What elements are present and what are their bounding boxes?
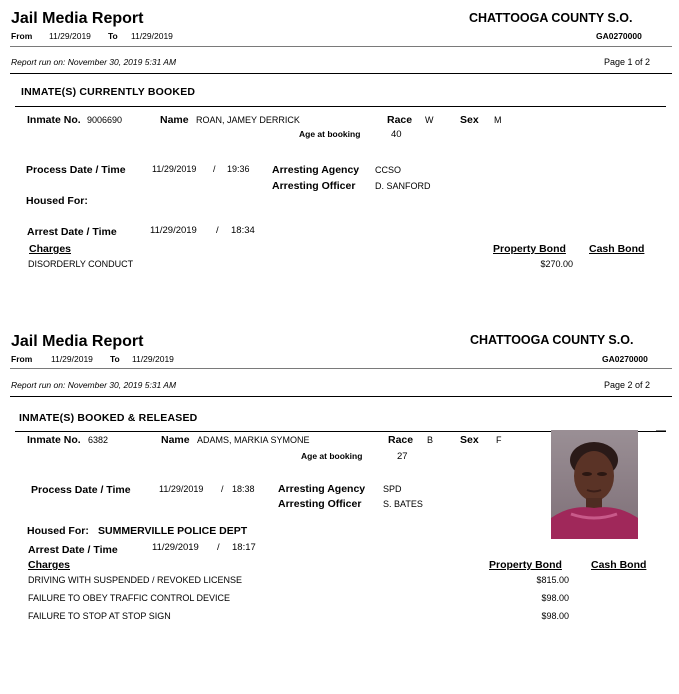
from-date: 11/29/2019 — [51, 354, 93, 364]
arresting-officer-label: Arresting Officer — [278, 498, 362, 510]
process-time: 19:36 — [227, 164, 250, 174]
arresting-agency: CCSO — [375, 165, 402, 175]
to-label: To — [108, 31, 118, 41]
mugshot-image — [551, 430, 638, 539]
arresting-officer: D. SANFORD — [375, 181, 431, 191]
charges-header: Charges — [28, 559, 71, 571]
charges-header: Charges — [29, 243, 72, 255]
from-label: From — [11, 354, 33, 364]
age-value: 27 — [397, 451, 408, 462]
to-date: 11/29/2019 — [132, 354, 174, 364]
arrest-date: 11/29/2019 — [152, 542, 199, 553]
arresting-agency-label: Arresting Agency — [272, 164, 360, 176]
process-separator: / — [221, 484, 224, 494]
section-divider — [15, 106, 666, 107]
housed-for-label: Housed For: — [26, 195, 88, 207]
sex-value: M — [494, 115, 502, 125]
inmate-no-label: Inmate No. — [27, 434, 81, 446]
header-divider — [10, 46, 672, 47]
sex-label: Sex — [460, 434, 479, 446]
section-heading: INMATE(S) BOOKED & RELEASED — [19, 412, 198, 424]
inmate-mugshot — [551, 430, 638, 539]
run-divider — [10, 73, 672, 74]
cash-bond-header: Cash Bond — [589, 243, 645, 255]
race-value: B — [427, 435, 434, 445]
process-date: 11/29/2019 — [152, 164, 197, 174]
arrest-time: 18:34 — [231, 225, 255, 236]
inmate-name: ADAMS, MARKIA SYMONE — [197, 435, 310, 445]
arrest-date: 11/29/2019 — [150, 225, 197, 236]
charge-property-bond: $98.00 — [541, 593, 569, 603]
age-label: Age at booking — [299, 129, 361, 139]
name-label: Name — [160, 114, 189, 126]
arrest-separator: / — [216, 225, 219, 236]
arresting-agency-label: Arresting Agency — [278, 483, 366, 495]
cash-bond-header: Cash Bond — [591, 559, 647, 571]
arrest-time: 18:17 — [232, 542, 256, 553]
inmate-no: 6382 — [88, 435, 109, 445]
race-value: W — [425, 115, 434, 125]
report-title: Jail Media Report — [11, 10, 144, 27]
charge-description: DRIVING WITH SUSPENDED / REVOKED LICENSE — [28, 575, 243, 585]
arrest-label: Arrest Date / Time — [27, 226, 117, 238]
to-label: To — [110, 354, 120, 364]
property-bond-header: Property Bond — [493, 243, 566, 255]
section-heading: INMATE(S) CURRENTLY BOOKED — [21, 86, 196, 98]
charge-description: DISORDERLY CONDUCT — [28, 259, 134, 269]
run-divider — [10, 396, 672, 397]
process-label: Process Date / Time — [31, 484, 131, 496]
from-date: 11/29/2019 — [49, 31, 91, 41]
report-title: Jail Media Report — [11, 333, 144, 350]
charge-property-bond: $98.00 — [541, 611, 569, 621]
sex-value: F — [496, 435, 502, 445]
charge-property-bond: $815.00 — [536, 575, 569, 585]
arrest-label: Arrest Date / Time — [28, 544, 118, 556]
housed-for-value: SUMMERVILLE POLICE DEPT — [98, 525, 248, 537]
housed-for-label: Housed For: — [27, 525, 89, 537]
ori-code: GA0270000 — [602, 354, 648, 364]
agency-name: CHATTOOGA COUNTY S.O. — [469, 11, 633, 25]
process-separator: / — [213, 164, 216, 174]
charge-description: FAILURE TO STOP AT STOP SIGN — [28, 611, 171, 621]
agency-name: CHATTOOGA COUNTY S.O. — [470, 333, 634, 347]
inmate-name: ROAN, JAMEY DERRICK — [196, 115, 300, 125]
sex-label: Sex — [460, 114, 479, 126]
charge-property-bond: $270.00 — [540, 259, 573, 269]
age-label: Age at booking — [301, 451, 363, 461]
page-number: Page 2 of 2 — [604, 380, 651, 390]
process-label: Process Date / Time — [26, 164, 126, 176]
arresting-agency: SPD — [383, 484, 402, 494]
arresting-officer-label: Arresting Officer — [272, 180, 356, 192]
inmate-no: 9006690 — [87, 115, 123, 125]
report-run-on: Report run on: November 30, 2019 5:31 AM — [11, 57, 177, 67]
process-date: 11/29/2019 — [159, 484, 204, 494]
name-label: Name — [161, 434, 190, 446]
process-time: 18:38 — [232, 484, 255, 494]
arresting-officer: S. BATES — [383, 499, 423, 509]
to-date: 11/29/2019 — [131, 31, 173, 41]
header-divider — [10, 368, 672, 369]
from-label: From — [11, 31, 33, 41]
arrest-separator: / — [217, 542, 220, 553]
charge-description: FAILURE TO OBEY TRAFFIC CONTROL DEVICE — [28, 593, 231, 603]
ori-code: GA0270000 — [596, 31, 642, 41]
race-label: Race — [388, 434, 414, 446]
age-value: 40 — [391, 129, 402, 140]
photo-edge-line — [656, 430, 666, 431]
property-bond-header: Property Bond — [489, 559, 562, 571]
inmate-no-label: Inmate No. — [27, 114, 81, 126]
report-run-on: Report run on: November 30, 2019 5:31 AM — [11, 380, 177, 390]
race-label: Race — [387, 114, 413, 126]
page-number: Page 1 of 2 — [604, 57, 651, 67]
